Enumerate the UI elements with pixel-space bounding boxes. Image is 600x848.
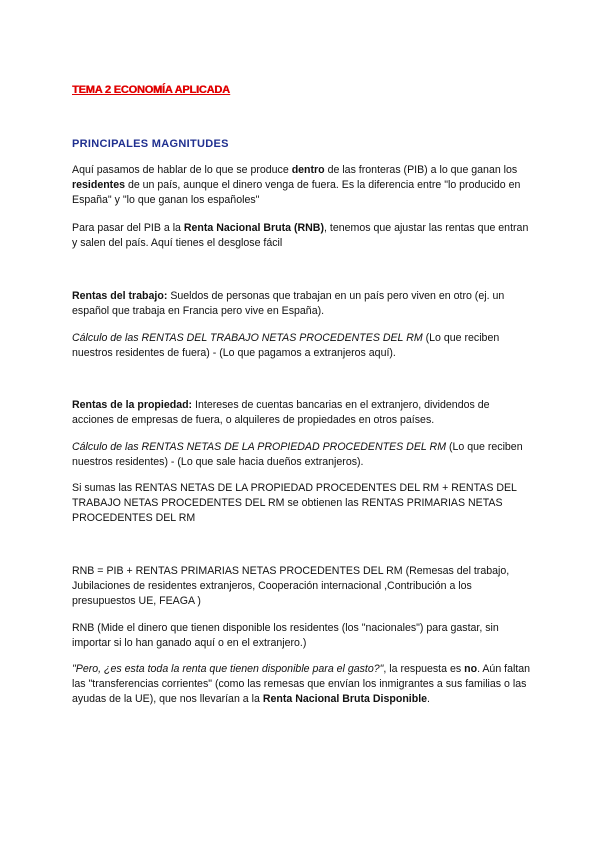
bold-text: Rentas del trabajo: xyxy=(72,290,168,302)
paragraph-rentas-trabajo xyxy=(72,289,534,319)
paragraph-rnb-intro xyxy=(72,221,534,251)
paragraph-suma-rentas xyxy=(72,481,534,526)
bold-text: Rentas de la propiedad: xyxy=(72,399,193,411)
document-title: TEMA 2 ECONOMÍA APLICADA xyxy=(72,84,230,96)
bold-text: Renta Nacional Bruta Disponible xyxy=(262,693,428,705)
paragraph-rnb-formula xyxy=(72,564,534,609)
text: Intereses de cuentas bancarias en el extranjero, dividendos de acciones de empresas de fuera, o alquileres de propiedades en otros países. xyxy=(72,399,490,426)
paragraph-rentas-propiedad xyxy=(72,398,534,428)
italic-text: Cálculo de las RENTAS DEL TRABAJO NETAS PROCEDENTES DEL RM xyxy=(72,332,423,344)
text: (Lo que reciben nuestros residentes de fuera) - (Lo que pagamos a extranjeros aquí). xyxy=(72,332,500,359)
paragraph-calculo-propiedad xyxy=(72,440,534,470)
text: Si sumas las RENTAS NETAS DE LA PROPIEDAD PROCEDENTES DEL RM + RENTAS DEL TRABAJO NETAS PROCEDENTES DEL RM se obtienen las RENTAS PRIMARIAS NETAS PROCEDENTES DEL RM xyxy=(72,482,517,524)
text: de las fronteras (PIB) a lo que ganan los xyxy=(324,164,518,176)
bold-text: residentes xyxy=(72,179,125,191)
paragraph-intro xyxy=(72,163,534,208)
paragraph-calculo-trabajo xyxy=(72,331,534,361)
text: de un país, aunque el dinero venga de fuera. Es la diferencia entre "lo producido en España" y "lo que ganan los españoles" xyxy=(72,179,521,206)
bold-text: dentro xyxy=(291,164,325,176)
text: Aquí pasamos de hablar de lo que se produce xyxy=(72,164,292,176)
bold-text: no xyxy=(464,663,478,675)
text: , la respuesta es xyxy=(383,663,465,675)
italic-text: "Pero, ¿es esta toda la renta que tienen disponible para el gasto?" xyxy=(72,663,384,675)
text: Sueldos de personas que trabajan en un país pero viven en otro (ej. un español que trabaja en Francia pero vive en España). xyxy=(72,290,505,317)
paragraph-rnb-disponible xyxy=(72,662,534,707)
section-heading: PRINCIPALES MAGNITUDES xyxy=(72,138,229,150)
text: (Lo que reciben nuestros residentes) - (Lo que sale hacia dueños extranjeros). xyxy=(72,441,523,468)
text: Para pasar del PIB a la xyxy=(72,222,184,234)
text: . xyxy=(427,693,430,705)
text: . Aún faltan las "transferencias corrientes" (como las remesas que envían los inmigrantes a sus familias o las ayudas de la UE), que nos llevarían a la xyxy=(72,663,531,705)
text: RNB (Mide el dinero que tienen disponible los residentes (los "nacionales") para gastar, sin importar si lo han ganado aquí o en el extranjero.) xyxy=(72,622,499,649)
paragraph-rnb-definicion xyxy=(72,621,534,651)
text: RNB = PIB + RENTAS PRIMARIAS NETAS PROCEDENTES DEL RM (Remesas del trabajo, Jubilaciones de residentes extranjeros, Cooperación internacional ,Contribución a los presupuestos UE, FEAGA ) xyxy=(72,565,510,607)
text: , tenemos que ajustar las rentas que entran y salen del país. Aquí tienes el desglose fácil xyxy=(72,222,529,249)
italic-text: Cálculo de las RENTAS NETAS DE LA PROPIEDAD PROCEDENTES DEL RM xyxy=(72,441,447,453)
bold-text: Renta Nacional Bruta (RNB) xyxy=(183,222,324,234)
